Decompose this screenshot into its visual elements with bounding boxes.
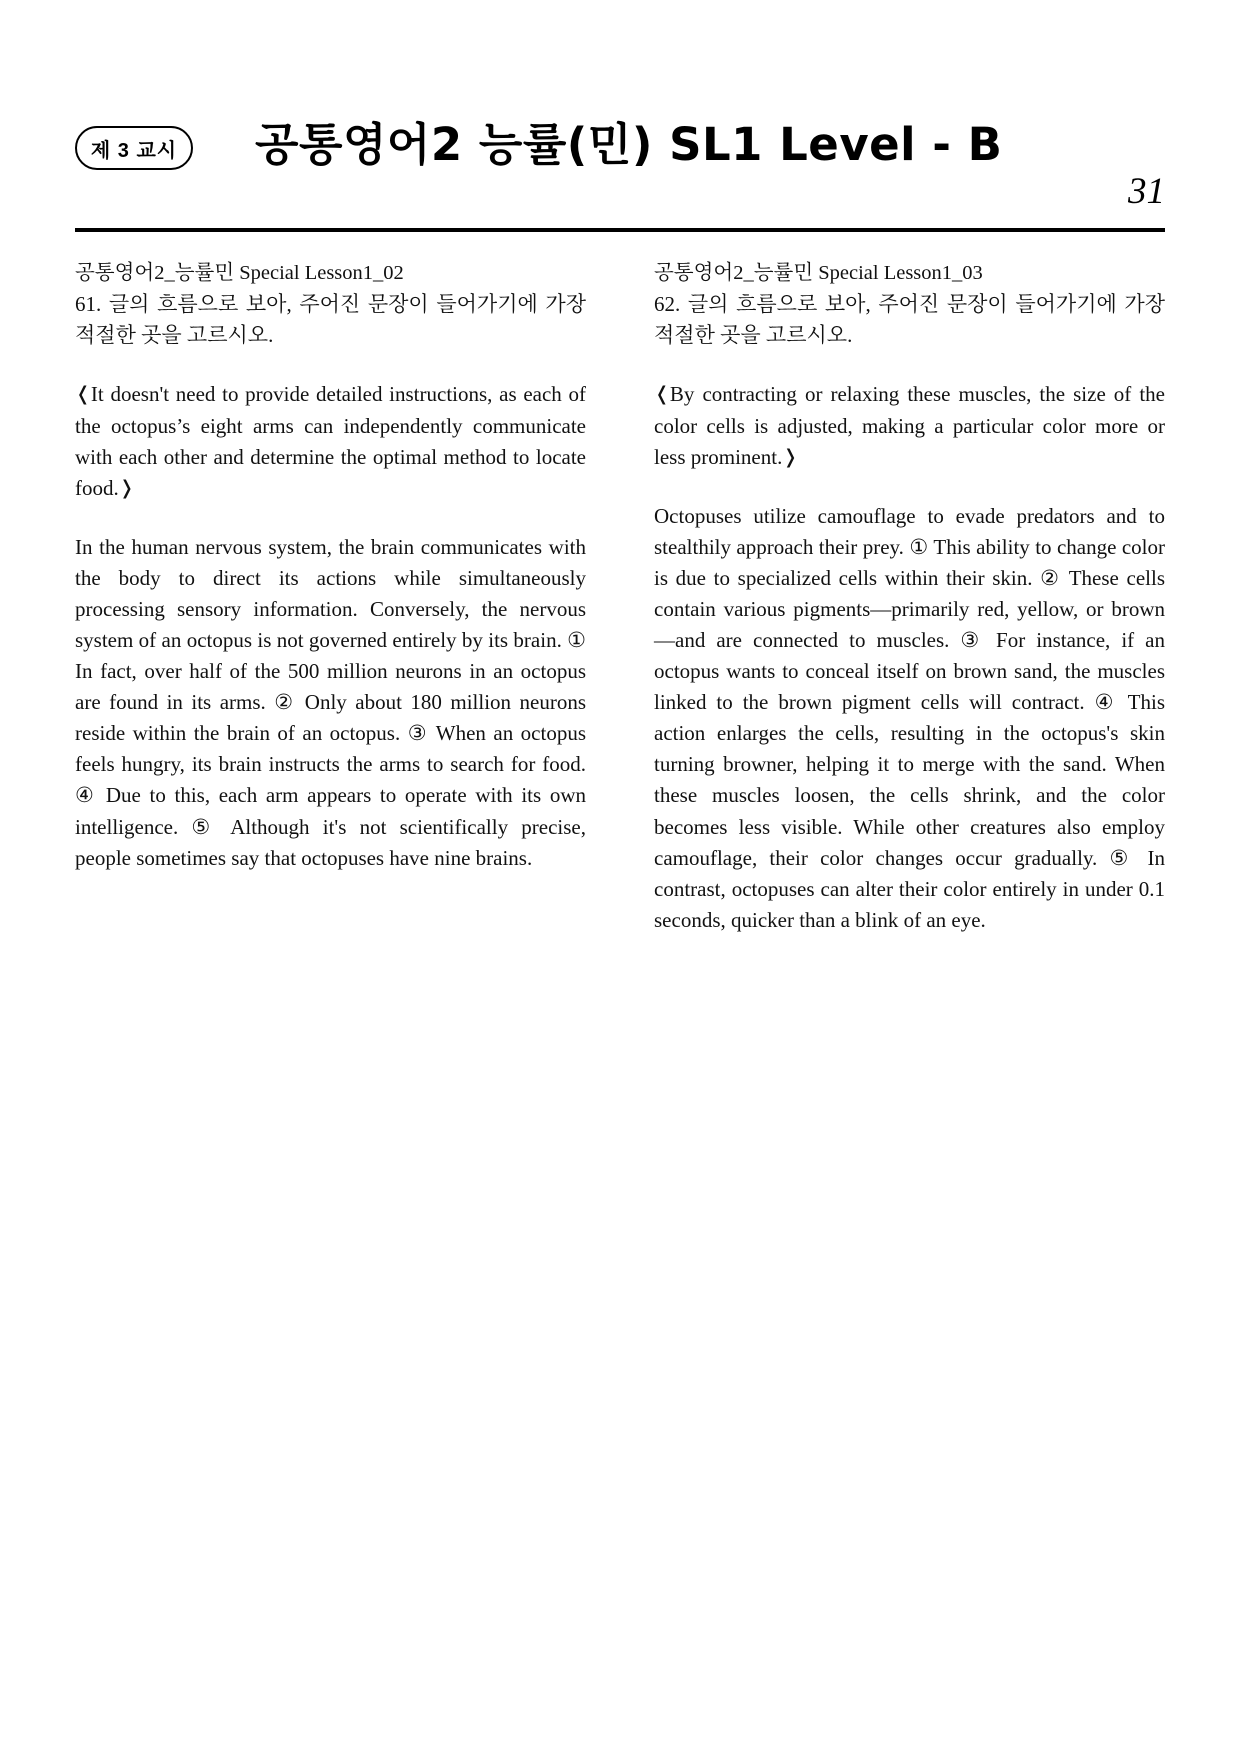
quote-close-bracket: ❭ <box>782 445 799 468</box>
page-header <box>75 108 1165 238</box>
given-sentence-box <box>654 379 1165 472</box>
column-right <box>654 258 1165 936</box>
header-divider <box>75 228 1165 232</box>
source-label: 공통영어2_능률민 Special Lesson1_02 <box>75 262 404 284</box>
column-left <box>75 258 586 936</box>
quote-close-bracket: ❭ <box>118 476 135 499</box>
content-columns <box>75 258 1165 936</box>
source-label: 공통영어2_능률민 Special Lesson1_03 <box>654 262 983 284</box>
question-prompt: 62. 글의 흐름으로 보아, 주어진 문장이 들어가기에 가장 적절한 곳을 고르시오. <box>654 292 1165 348</box>
given-sentence-box <box>75 379 586 503</box>
quote-open-bracket: ❬ <box>75 383 91 406</box>
passage-text: In the human nervous system, the brain communicates with the body to direct its actions while simultaneously processing sensory information. Conversely, the nervous system of an octopus is not governed entirely by its brain. ① In fact, over half of the 500 million neurons in an octopus are found in its arms. ② Only about 180 million neurons reside within the brain of an octopus. ③ When an octopus feels hungry, its brain instructs the arms to search for food. ④ Due to this, each arm appears to operate with its own intelligence. ⑤ Although it's not scientifically precise, people sometimes say that octopuses have nine brains. <box>75 534 586 870</box>
page-number: 31 <box>1128 171 1165 212</box>
quote-open-bracket: ❬ <box>654 383 670 406</box>
passage-text: Octopuses utilize camouflage to evade predators and to stealthily approach their prey. ① This ability to change color is due to specialized cells within their skin. ② These cells contain various pigments—primarily red, yellow, or brown—and are connected to muscles. ③ For instance, if an octopus wants to conceal itself on brown sand, the muscles linked to the brown pigment cells will contract. ④ This action enlarges the cells, resulting in the octopus's skin turning browner, helping it to merge with the sand. When these muscles loosen, the cells shrink, and the color becomes less visible. While other creatures also employ camouflage, their color changes occur gradually. ⑤ In contrast, octopuses can alter their color entirely in under 0.1 seconds, quicker than a blink of an eye. <box>654 503 1165 932</box>
given-sentence-text: It doesn't need to provide detailed instructions, as each of the octopus’s eight arms can independently communicate with each other and determine the optimal method to locate food. <box>75 382 586 500</box>
page-title: 공통영어2 능률(민) SL1 Level - B <box>255 118 1003 171</box>
given-sentence-text: By contracting or relaxing these muscles, the size of the color cells is adjusted, making a particular color more or less prominent. <box>654 382 1165 469</box>
period-badge: 제 3 교시 <box>75 126 193 170</box>
question-prompt: 61. 글의 흐름으로 보아, 주어진 문장이 들어가기에 가장 적절한 곳을 고르시오. <box>75 292 586 348</box>
